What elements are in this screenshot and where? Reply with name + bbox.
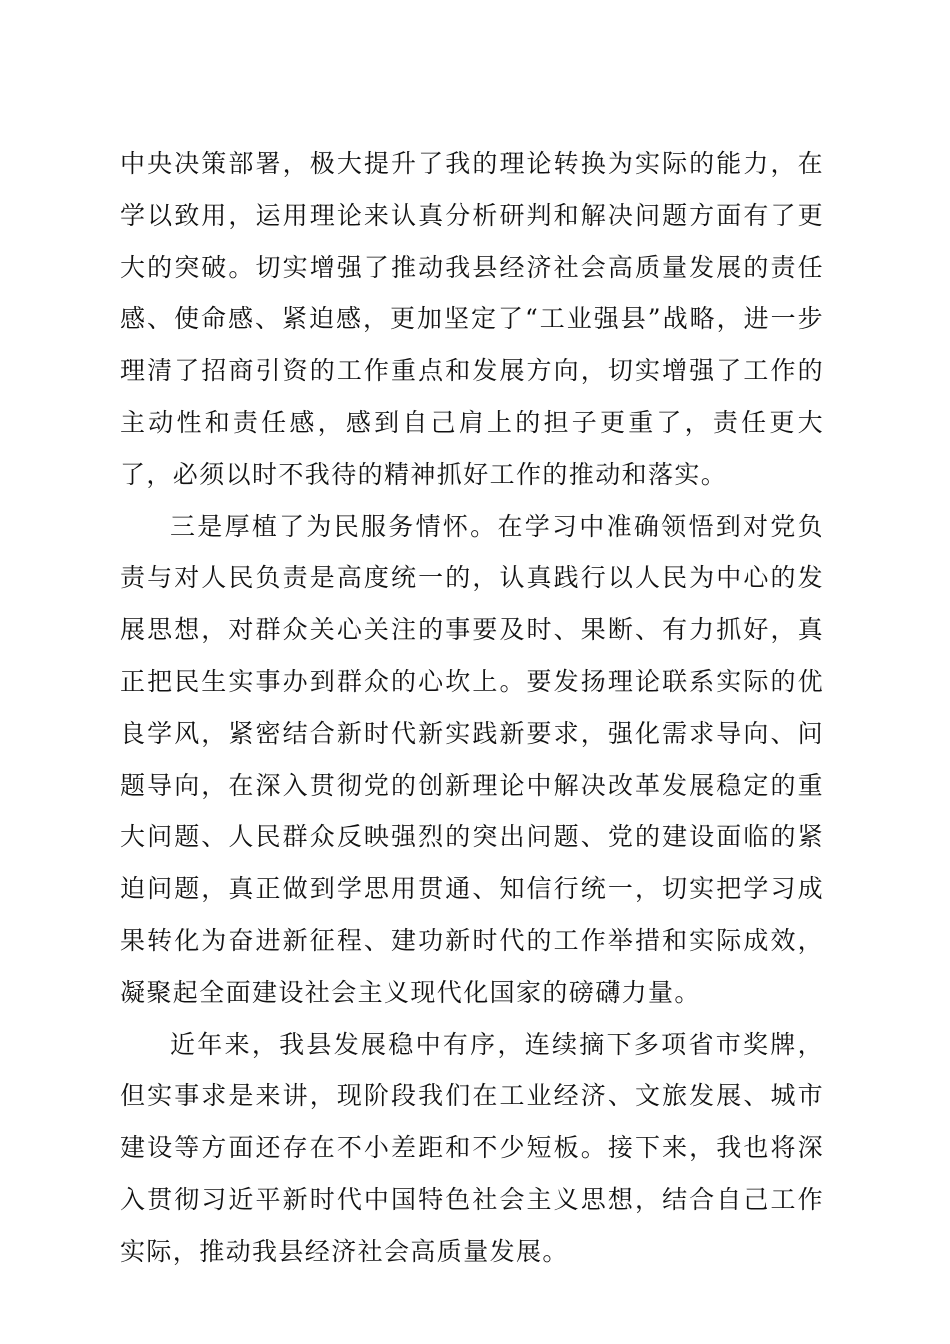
paragraph-recent-years	[120, 1019, 824, 1278]
document-body	[120, 138, 824, 1278]
paragraph-text: 中央决策部署，极大提升了我的理论转换为实际的能力，在学以致用，运用理论来认真分析研判和解决问题方面有了更大的突破。切实增强了推动我县经济社会高质量发展的责任感、使命感、紧迫感，更加坚定了“工业强县”战略，进一步理清了招商引资的工作重点和发展方向，切实增强了工作的主动性和责任感，感到自己肩上的担子更重了，责任更大了，必须以时不我待的精神抓好工作的推动和落实。	[120, 149, 824, 489]
paragraph-lead: 三是厚植了为民服务情怀。	[170, 511, 498, 541]
paragraph-continuation	[120, 138, 824, 501]
paragraph-text: 在学习中准确领悟到对党负责与对人民负责是高度统一的，认真践行以人民为中心的发展思想，对群众关心关注的事要及时、果断、有力抓好，真正把民生实事办到群众的心坎上。要发扬理论联系实际的优良学风，紧密结合新时代新实践新要求，强化需求导向、问题导向，在深入贯彻党的创新理论中解决改革发展稳定的重大问题、人民群众反映强烈的突出问题、党的建设面临的紧迫问题，真正做到学思用贯通、知信行统一，切实把学习成果转化为奋进新征程、建功新时代的工作举措和实际成效，凝聚起全面建设社会主义现代化国家的磅礴力量。	[120, 511, 824, 1007]
paragraph-service-sentiment	[120, 501, 824, 1019]
paragraph-text: 近年来，我县发展稳中有序，连续摘下多项省市奖牌，但实事求是来讲，现阶段我们在工业经济、文旅发展、城市建设等方面还存在不小差距和不少短板。接下来，我也将深入贯彻习近平新时代中国特色社会主义思想，结合自己工作实际，推动我县经济社会高质量发展。	[120, 1029, 824, 1266]
